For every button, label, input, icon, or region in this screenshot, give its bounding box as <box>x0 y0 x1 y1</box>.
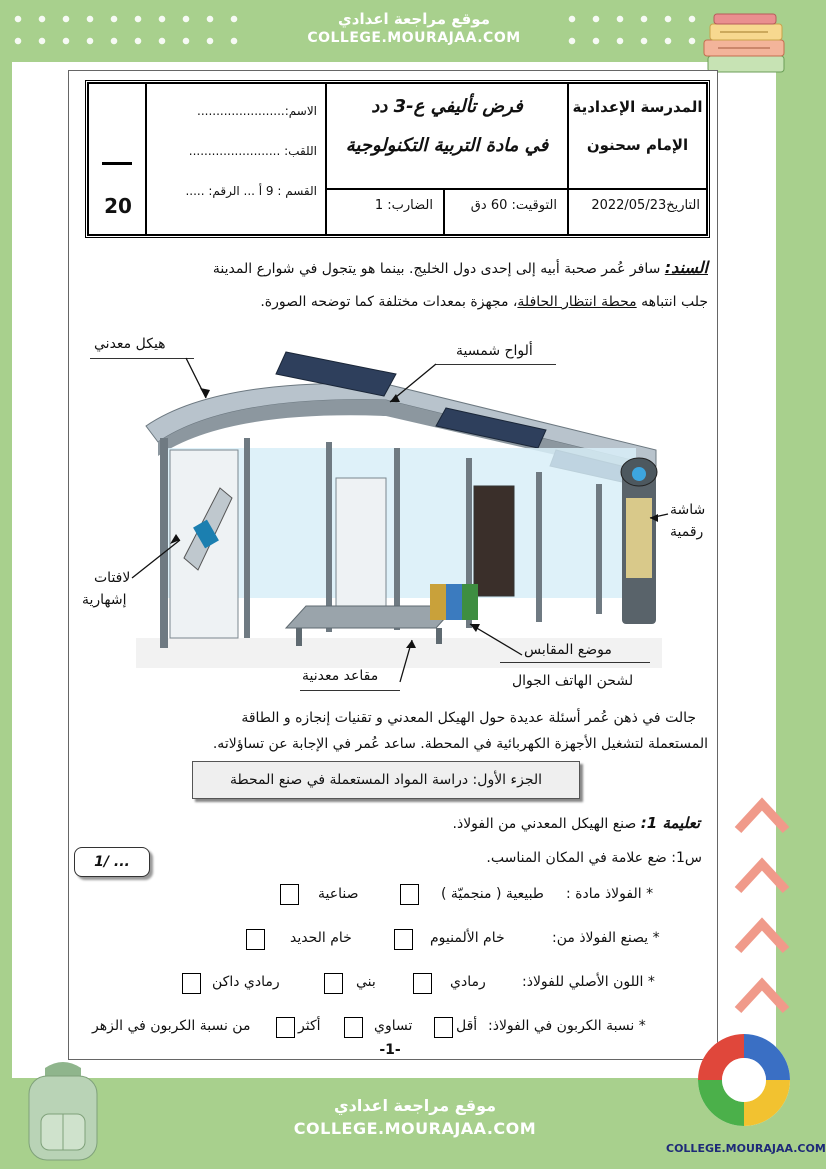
source-label: السند: <box>664 258 708 277</box>
site-url[interactable]: COLLEGE.MOURAJAA.COM <box>307 30 521 46</box>
intro-text-2b: ، مجهزة بمعدات مختلفة كما توضحه الصورة. <box>260 294 518 310</box>
chevrons-decoration <box>730 790 794 1050</box>
q1-row1-opt2: صناعية <box>318 886 359 902</box>
school-name: الإمام سحنون <box>586 136 689 154</box>
q1-row2-opt1: خام الألمنيوم <box>430 930 505 946</box>
instruction-text: صنع الهيكل المعدني من الفولاذ. <box>452 816 641 832</box>
q1-row3-opt1: رمادي <box>450 974 486 990</box>
q1-row4-opt1: أقل <box>456 1018 478 1034</box>
q1-row3-opt3: رمادي داكن <box>212 974 280 990</box>
duration: التوقيت: 60 دق <box>444 189 568 235</box>
label-metal-frame: هيكل معدني <box>94 336 166 352</box>
site-logo-wheel[interactable] <box>694 1028 794 1136</box>
checkbox-equal[interactable] <box>344 1017 363 1038</box>
checkbox-less[interactable] <box>434 1017 453 1038</box>
checkbox-dark-grey[interactable] <box>182 973 201 994</box>
score-total: 20 <box>104 194 132 218</box>
part1-title: الجزء الأول: دراسة المواد المستعملة في صنع المحطة <box>192 761 580 799</box>
exam-date: التاريخ2022/05/23 <box>568 189 707 235</box>
backpack-icon <box>15 1056 111 1164</box>
q1-row1-opt1: طبيعية ( منجميّة ) <box>441 886 544 902</box>
bus-station-term: محطة انتظار الحافلة <box>517 294 637 310</box>
school-type: المدرسة الإعدادية <box>572 98 703 116</box>
page-number: -1- <box>379 1042 401 1058</box>
q1-row1-stem: * الفولاذ مادة : <box>566 886 654 902</box>
name-field[interactable]: الاسم:....................... <box>197 104 317 118</box>
exam-title: فرض تأليفي ع-3 دد <box>371 96 523 117</box>
checkbox-grey[interactable] <box>413 973 432 994</box>
surname-field[interactable]: اللقب: ........................ <box>188 144 317 158</box>
site-url-footer[interactable]: COLLEGE.MOURAJAA.COM <box>293 1119 537 1138</box>
q1-row4-opt3: أكثر <box>298 1018 321 1034</box>
q1-row4-tail: من نسبة الكربون في الزهر <box>92 1018 251 1034</box>
checkbox-natural[interactable] <box>400 884 419 905</box>
site-name: موقع مراجعة اعدادي <box>338 10 490 28</box>
checkbox-iron-ore[interactable] <box>246 929 265 950</box>
question-intro-2: المستعملة لتشغيل الأجهزة الكهربائية في المحطة. ساعد عُمر في الإجابة عن تساؤلاته. <box>212 736 708 752</box>
label-sockets-2: لشحن الهاتف الجوال <box>512 673 634 689</box>
label-billboards-2: إشهارية <box>82 592 127 608</box>
logo-url[interactable]: COLLEGE.MOURAJAA.COM <box>666 1142 826 1155</box>
label-solar-panels: ألواح شمسية <box>456 343 533 359</box>
q1-row4-opt2: تساوي <box>374 1018 413 1034</box>
checkbox-industrial[interactable] <box>280 884 299 905</box>
label-screen-1: شاشة <box>670 502 706 518</box>
question-1-prompt: س1: ضع علامة في المكان المناسب. <box>486 850 702 866</box>
checkbox-more[interactable] <box>276 1017 295 1038</box>
q1-row2-opt2: خام الحديد <box>290 930 352 946</box>
q1-row4-stem: * نسبة الكربون في الفولاذ: <box>488 1018 646 1034</box>
intro-text-2a: جلب انتباهه <box>636 294 708 310</box>
q1-row3-stem: * اللون الأصلي للفولاذ: <box>522 974 655 990</box>
mark-box: 1/ ... <box>74 847 150 877</box>
question-intro-1: جالت في ذهن عُمر أسئلة عديدة حول الهيكل المعدني و تقنيات إنجازه و الطاقة <box>241 710 696 726</box>
label-billboards-1: لافتات <box>94 570 131 586</box>
site-footer-badge[interactable] <box>270 1078 560 1158</box>
q1-row3-opt2: بني <box>356 974 376 990</box>
label-sockets-1: موضع المقابس <box>524 642 612 658</box>
instruction-tag: تعليمة 1: <box>640 814 700 832</box>
instruction-1 <box>380 814 700 832</box>
exam-subject: في مادة التربية التكنولوجية <box>345 135 549 156</box>
class-field[interactable]: القسم : 9 أ ... الرقم: ..... <box>185 184 317 198</box>
checkbox-aluminium-ore[interactable] <box>394 929 413 950</box>
checkbox-brown[interactable] <box>324 973 343 994</box>
q1-row2-stem: * يصنع الفولاذ من: <box>552 930 660 946</box>
label-screen-2: رقمية <box>670 524 704 540</box>
intro-text-1: سافر عُمر صحبة أبيه إلى إحدى دول الخليج. بينما هو يتجول في شوارع المدينة <box>212 261 665 277</box>
site-name-footer: موقع مراجعة اعدادي <box>333 1096 497 1115</box>
label-metal-seats: مقاعد معدنية <box>302 668 379 684</box>
coefficient: الضارب: 1 <box>326 189 444 235</box>
